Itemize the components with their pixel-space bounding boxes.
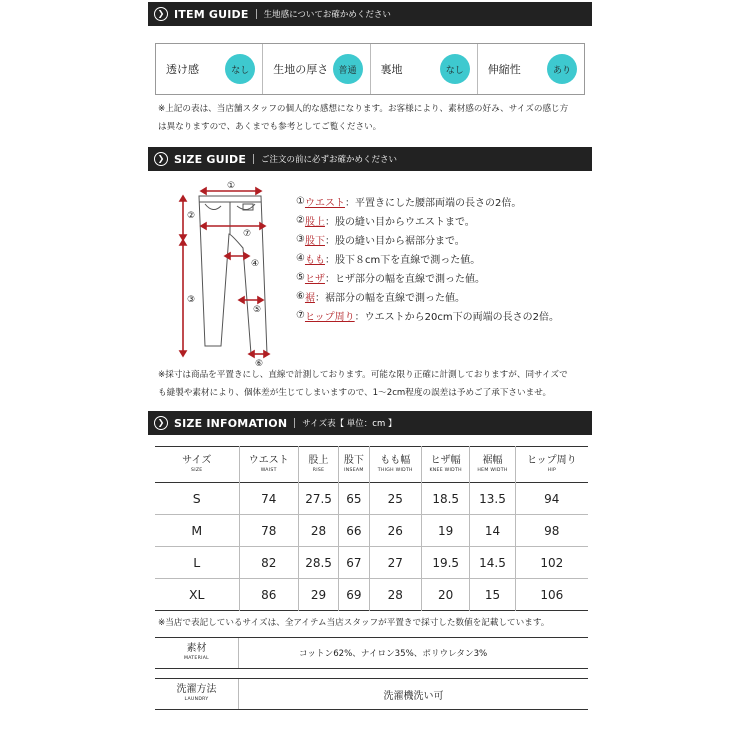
guide-badge: あり: [547, 54, 577, 84]
guide-label: 生地の厚さ: [273, 63, 329, 76]
size-guide-subtitle: ご注文の前に必ずお確かめください: [261, 155, 398, 165]
table-cell: 13.5: [470, 483, 515, 515]
laundry-label-jp: 洗濯方法: [176, 684, 217, 695]
legend-desc: ：平置きにした腰部両端の長さの2倍。: [344, 198, 522, 209]
guide-label: 伸縮性: [487, 63, 521, 76]
note-line: ※上記の表は、当店舗スタッフの個人的な感想になります。お客様により、素材感の好み、サイズの感じ方: [158, 104, 569, 114]
legend-num: ②: [296, 215, 305, 226]
guide-cell-lining: [371, 44, 478, 94]
note-line: は異なりますので、あくまでも参考としてご覧ください。: [158, 122, 382, 132]
chevron-right-icon: ❯: [154, 416, 168, 430]
legend-row: [296, 306, 559, 325]
table-cell: 19: [421, 515, 469, 547]
item-guide-subtitle: 生地感についてお確かめください: [263, 10, 391, 20]
table-cell: M: [155, 515, 239, 547]
chevron-right-icon: ❯: [154, 7, 168, 21]
header-divider: [294, 418, 295, 428]
column-header: サイズ SIZE: [155, 447, 239, 483]
table-cell: L: [155, 547, 239, 579]
legend-num: ①: [296, 196, 305, 207]
legend-key: 股上: [304, 217, 325, 228]
guide-label: 裏地: [380, 63, 403, 76]
guide-badge: 普通: [333, 54, 363, 84]
marker-6: ⑥: [254, 359, 264, 369]
laundry-label-en: LAUNDRY: [184, 697, 209, 702]
column-header: 股下 INSEAM: [339, 447, 369, 483]
table-cell: 14: [470, 515, 515, 547]
marker-1: ①: [226, 181, 236, 191]
legend-num: ⑥: [296, 291, 305, 302]
legend-num: ④: [296, 253, 305, 264]
header-divider: [253, 154, 254, 164]
table-header-row: [155, 447, 588, 483]
table-cell: 82: [239, 547, 298, 579]
legend-num: ③: [296, 234, 305, 245]
table-cell: 25: [369, 483, 421, 515]
material-value: コットン62%、ナイロン35%、ポリウレタン3%: [299, 649, 488, 659]
legend-row: [296, 230, 559, 249]
legend-desc: ：股の縫い目からウエストまで。: [324, 217, 475, 228]
guide-cell-stretch: [478, 44, 584, 94]
laundry-label: [155, 679, 239, 709]
column-header: 裾幅 HEM WIDTH: [470, 447, 515, 483]
legend-row: [296, 287, 559, 306]
legend-desc: ：ヒザ部分の幅を直線で測った値。: [324, 274, 485, 285]
size-guide-title: SIZE GUIDE: [174, 152, 247, 166]
legend-num: ⑦: [296, 310, 305, 321]
guide-cell-sheerness: [156, 44, 263, 94]
table-row: [155, 579, 588, 611]
marker-5: ⑤: [252, 305, 262, 315]
laundry-value: 洗濯機洗い可: [383, 690, 444, 702]
table-cell: 28: [369, 579, 421, 611]
chevron-right-icon: ❯: [154, 152, 168, 166]
table-cell: 20: [421, 579, 469, 611]
table-row: [155, 515, 588, 547]
pants-diagram: [175, 178, 285, 370]
legend-row: [296, 268, 559, 287]
table-cell: 18.5: [421, 483, 469, 515]
item-guide-note: [158, 100, 588, 136]
table-cell: 94: [544, 491, 560, 506]
legend-key: ヒザ: [304, 274, 325, 285]
table-cell: 29: [298, 579, 338, 611]
column-header: 股上 RISE: [298, 447, 338, 483]
pocket-right: [237, 204, 255, 210]
guide-badge: なし: [225, 54, 255, 84]
laundry-row: [155, 678, 588, 710]
size-info-header: [148, 411, 592, 435]
column-header: もも幅 THIGH WIDTH: [369, 447, 421, 483]
marker-2: ②: [186, 211, 196, 221]
legend-key: ウエスト: [304, 198, 345, 209]
legend-row: [296, 211, 559, 230]
table-cell: XL: [155, 579, 239, 611]
note-line: ※採寸は商品を平置きにし、直線で計測しております。可能な限り正確に計測しておりますが、同サイズで: [158, 370, 568, 380]
table-cell: 65: [339, 483, 369, 515]
marker-3: ③: [186, 295, 196, 305]
guide-label: 透け感: [166, 63, 199, 76]
legend-desc: ：股下８cm下を直線で測った値。: [324, 255, 481, 266]
table-cell: S: [155, 483, 239, 515]
marker-7: ⑦: [242, 229, 252, 239]
legend-row: [296, 192, 559, 211]
table-cell: 28.5: [298, 547, 338, 579]
legend-desc: ：股の縫い目から裾部分まで。: [324, 236, 465, 247]
table-cell: 28: [298, 515, 338, 547]
table-cell: 98: [544, 523, 560, 538]
table-cell: 15: [470, 579, 515, 611]
table-cell: 14.5: [470, 547, 515, 579]
table-cell: 74: [239, 483, 298, 515]
table-cell: 27: [369, 547, 421, 579]
table-cell: 26: [369, 515, 421, 547]
size-info-note: ※当店で表記しているサイズは、全アイテム当店スタッフが平置きで採寸した数値を記載しています。: [158, 618, 550, 628]
size-guide-note: [158, 366, 588, 402]
table-cell: 27.5: [298, 483, 338, 515]
table-cell: 86: [239, 579, 298, 611]
column-header: ウエスト WAIST: [239, 447, 298, 483]
guide-badge: なし: [440, 54, 470, 84]
note-line: も縫製や素材により、個体差が生じてしまいますので、1〜2cm程度の誤差は予めご了承下さいませ。: [158, 388, 552, 398]
pants-outline: [199, 196, 267, 354]
table-cell: 67: [339, 547, 369, 579]
item-guide-title: ITEM GUIDE: [174, 7, 249, 21]
table-cell: 78: [239, 515, 298, 547]
size-info-subtitle: サイズ表【 単位：cm 】: [302, 419, 397, 429]
table-cell: 66: [339, 515, 369, 547]
size-guide-header: [148, 147, 592, 171]
material-label-en: MATERIAL: [183, 656, 210, 661]
legend-desc: ：ウエストから20cm下の両端の長さの2倍。: [354, 312, 559, 323]
item-guide-box: [155, 43, 585, 95]
size-guide-legend: [296, 192, 559, 325]
table-cell: 69: [339, 579, 369, 611]
material-label: [155, 638, 239, 668]
table-cell: 19.5: [421, 547, 469, 579]
legend-row: [296, 249, 559, 268]
item-guide-header: [148, 2, 592, 26]
pocket-left: [205, 204, 221, 210]
column-header: ヒップ周り HIP: [526, 454, 577, 473]
header-divider: [256, 9, 257, 19]
table-row: [155, 547, 588, 579]
table-cell: 102: [540, 555, 564, 570]
legend-key: 股下: [304, 236, 325, 247]
marker-4: ④: [250, 259, 260, 269]
material-label-jp: 素材: [186, 643, 207, 654]
legend-key: ヒップ周り: [304, 312, 355, 323]
legend-desc: ：裾部分の幅を直線で測った値。: [314, 293, 465, 304]
table-cell: 106: [540, 587, 564, 602]
column-header: ヒザ幅 KNEE WIDTH: [421, 447, 469, 483]
material-row: [155, 637, 588, 669]
legend-key: 裾: [304, 293, 315, 304]
legend-key: もも: [304, 255, 325, 266]
table-row: [155, 483, 588, 515]
legend-num: ⑤: [296, 272, 305, 283]
guide-cell-thickness: [263, 44, 370, 94]
size-table: [155, 446, 588, 611]
size-info-title: SIZE INFOMATION: [174, 416, 288, 430]
